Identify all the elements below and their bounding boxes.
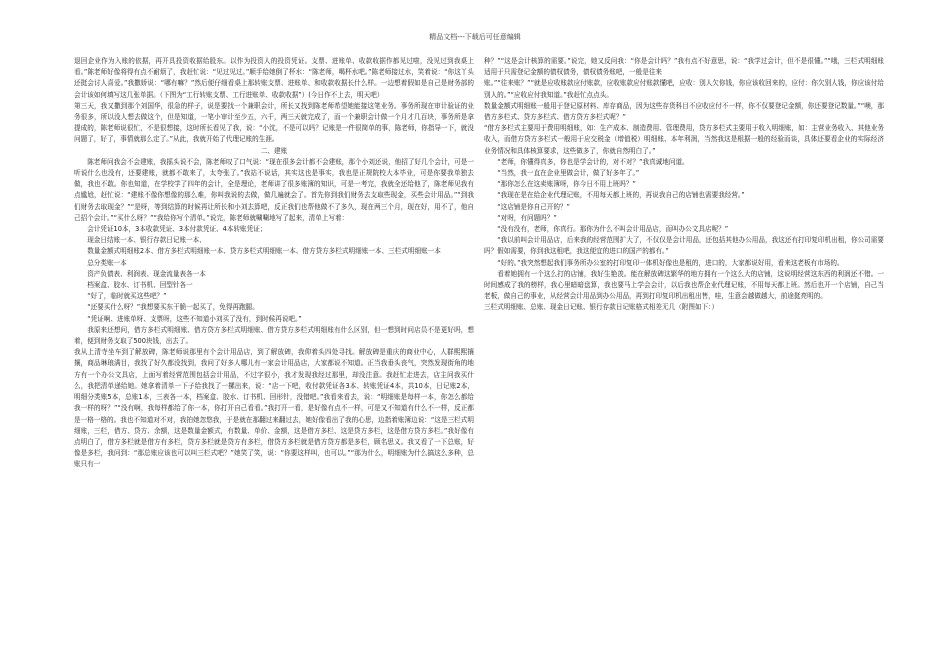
right-paragraph: 种？”“这是会计核算的需要。”说完，她又反问我：“你是会计吗？”我有点不好意思，说：“我学过会计，但不是很懂。”“哦，三栏式明细账适用于只需登记金额的债权债务，债权债务账吧，一般是往来: [484, 57, 884, 77]
left-paragraph: 资产负债表、利润表、现金流量表各一本: [87, 269, 206, 278]
left-paragraph: 陈老师问我会不会建账，我摇头说不会，陈老师叹了口气说：“现在很多会计都不会建账，那个小刘还说，他招了好几个会计，可是一听说什么也没有，还要建账，就都不敢来了，太夸张了。”我站不说话，其实这也是事实，我也是正规院校大本毕业，可是你要我单独去做，我也不敢。你也知道，在学校学了四年的会计，全是理论，老师讲了很多账簿的知识，可是一考完，我就全还给他了，陈老师见我有点尴尬，赶忙说：“建账不像你想像的那么难，你叫我说的去做，做几遍就会了。首先你到我们财务去支取些现金，买些会计用品。”“到我们财务去取现金？”“是呀，等到结算的时候再让所长和小刘去算吧，反正我们也帮他做不了多久，现在两三个月，现在好，用不了，他自己招个会计。”“买什么呀？”“我给你写个清单。”说完，陈老师就唰唰地写了起来，清单上写着：: [74, 157, 474, 222]
right-paragraph: “好的。”我突然想起我们事务所办公室的打印复印一体机好像也是租的，进口的，大家都说好用，看来这老板有市场的。: [497, 258, 844, 267]
right-paragraph: “我以前叫会计用品店，后来我的经营范围扩大了，不仅仅是会计用品，还包括其他办公用品，我这还有打印复印机出租，你公司需要吗？假如需要，你到我这租吧，我这便宜的进口的国产的都有。”: [484, 236, 884, 256]
right-paragraph: “当然，我一直在企业里做会计，做了好多年了。”: [497, 169, 640, 178]
left-paragraph: “凭证啊、进账单呀、支票呀，这些不知道小刘买了没有，到时候再说吧。”: [87, 314, 302, 323]
left-paragraph: 退回企业作为入账的依据，再开具投资收据给股东。以作为投资人的投资凭证。支票、进账单、收款收据作都见过啦，没见过到我桌上看。”陈老师好像将得有点不耐烦了，我赶忙说：“见过见过。”顺手给她倒了杯水：“陈老师，喝杯水吧。”陈老师接过水，笑着说：“你这丫头还挺会讨人喜爱。”我撒娇说：“哪有嘛？”然后便仔细看桌上那转账支票、进账单、和收款收据长什么样。一边想着假如是自己是财务部的会计该如何填写这几张单据。（下图为“工行转账支票、工行进账单、收款收据”）(今日作不上去，明天吧）: [74, 57, 474, 99]
left-paragraph: 档案盒、胶水、订书机、回型针各一: [87, 281, 193, 290]
left-paragraph: 二、建账: [260, 146, 288, 155]
left-paragraph: “还要买什么呀？”我想要买东干脆一起买了，免得再跑腿。: [87, 303, 259, 312]
left-paragraph: 我从上清寺坐车到了解放碑，陈老师说那里有个会计用品店，到了解放碑，我仰着头四处寻找。解放碑是重庆的商业中心，人群熙熙攘攘，商品琳琅满目，我找了好久都没找到，我问了好多人哪儿有一家会计用品店，大家都说不知道。正当我垂头丧气，突然发现街角的地方有一个办公文具店，上面写着经营范围包括会计用品，不过字很小，我才发现我经过那里，却没注意。我赶忙走进去，店主问我买什么，我把清单递给她。她拿着清单一下子给我找了一摞出来，说：“店一下吧，收付款凭证各3本、转账凭证4本，共10本，日记账2本，明细分类账5本，总账1本，三表各一本，档案盒、胶水、订书机、回形针，没错吧。”我看来看去，说：“明细账是每样一本，你怎么都给我一样的呀？”“没有啊，我每样都给了你一本，你打开自己看看。”我打开一看，是好像有点不一样，可是又不知道有什么不一样，反正都是一格一格的。我也不知道对不对，我拍她忽悠我，于是就在那翻过来翻过去，她好像看出了我的心思，边指着账簿边说：“这是三栏式明细账，三栏，借方、贷方、余额，这是数量金额式，有数量、单价、金额，这是借方多栏、这是贷方多栏，这是借方贷方多栏。”我好像有点明白了，借方多栏就是借方有多栏，贷方多栏就是贷方有多栏，借贷方多栏就是借方贷方都是多栏，顾名思义。我又看了一下总账，好像是多栏，我问到：“那总账应该也可以叫三栏式吧？”她笑了笑，说：“你要这样叫，也可以。”“那为什么，明细账为什么搞这么多种，总账只有一: [74, 348, 474, 469]
left-paragraph: 总分类账一本: [87, 258, 127, 267]
right-paragraph: 数量金额式明细账一般用于登记原材料、库存商品，因为这些存货科目不应收应付不一样，你不仅要登记金额，你还要登记数量。”“噢，那借方多栏式、贷方多栏式、借方贷方多栏式呢？”: [484, 101, 884, 122]
right-paragraph: “那你怎么在这卖账簿呀，你今日不用上班吗？”: [497, 180, 636, 189]
right-paragraph: “老师，你懂得真多，你也是学会计的，对不对？”我真诚地问道。: [497, 157, 689, 166]
right-paragraph: “这店铺是你自己开的？”: [497, 202, 570, 211]
left-column: [74, 56, 474, 471]
right-column: [484, 56, 884, 314]
right-paragraph: “对呀，有问题吗？”: [497, 213, 557, 222]
right-paragraph: “没有没有，老师，你真行。那你为什么不叫会计用品店，而叫办公文具店呢？”: [497, 225, 729, 234]
right-paragraph: “我现在是在给企业代理记账，不用每天都上班的，再说我自己的店铺也需要我经营。”: [497, 191, 745, 200]
left-paragraph: 数量金额式明细账2本、借方多栏式明细账一本、贷方多栏式明细账一本、借方贷方多栏式明细账一本、三栏式明细账一本: [87, 247, 441, 256]
right-paragraph: 三栏式明细账、总账、现金日记账、银行存款日记账格式相差无几（附图如下：）: [484, 303, 719, 312]
right-paragraph: 看着她拥有一个这么打的店铺，我好生艳羡。能在解放碑这繁华的地方拥有一个这么大的店铺，这说明经营这东西的利润还不错。一时间感成了我的榜样，我心里暗暗盘算，我也要马上学会会计，以后我也帮企业代理记账，不用每天都上班。然后也开一个店铺，自己当老板，做自己的事业，从经营会计用品到办公用品，再到打印复印机出租出售，哇，生意会越做越大，前途挺亮明的。: [484, 269, 884, 301]
right-paragraph: “借方多栏式主要用于费用明细账，如：生产成本、制造费用、管理费用，贷方多栏式主要用于收入明细账，如：主营业务收入、其他业务收入，而借方贷方多栏式一般用于应交税金（增值税）明细账、本年利润，当然我这是根据一般的经验而谈，具体还要看企业的实际经济业务情况和具体核算要求，这些做多了，你就自然明白了。”: [484, 124, 884, 155]
left-paragraph: 会计凭证10本，3本收款凭证、3本付款凭证、4本转账凭证；: [87, 225, 267, 234]
right-paragraph: 账。”“往来账？”“就是应收账款应付账款，应收账款应付账款懂吧，应收：别人欠你钱，你应该收回来的，应付：你欠别人钱，你应该付给别人的。”“应收应付我知道。”我赶忙点点头。: [484, 79, 884, 99]
page-header: 精品文档---下载后可任意编辑: [429, 33, 521, 41]
left-paragraph: 我原来还想问，借方多栏式明细账、借方贷方多栏式明细账、借方贷方多栏式明细账有什么区别，但一想到时问店员不是更好吗，想着，便到财务支取了500块钱，出去了。: [74, 325, 474, 346]
left-paragraph: “好了，临时就买这些吧？”: [87, 292, 167, 301]
left-paragraph: 现金日结账一本、银行存款日记账一本、: [87, 236, 206, 245]
left-paragraph: 第三天，我又撒到那个刘国华，很急的样子，说是要找一个兼职会计，所长又找到陈老师希望她能接这笔业务。事务所现在审计验证的业务很多，所以没人想去做这个，但是知道，一笔小审计至少五，六千，两三天就完成了，而一个兼职会计做一个月才几百块，事务所是拿提成的，陈老师说很忙，不是很想接，这时所长看见了我，说：“小沈，不是可以吗？记账是一件很简单的事，陈老师，你指导一下，就没问题了，好了，事情就那么定了。”从此，我就开始了代理记账的生涯。: [74, 101, 474, 144]
